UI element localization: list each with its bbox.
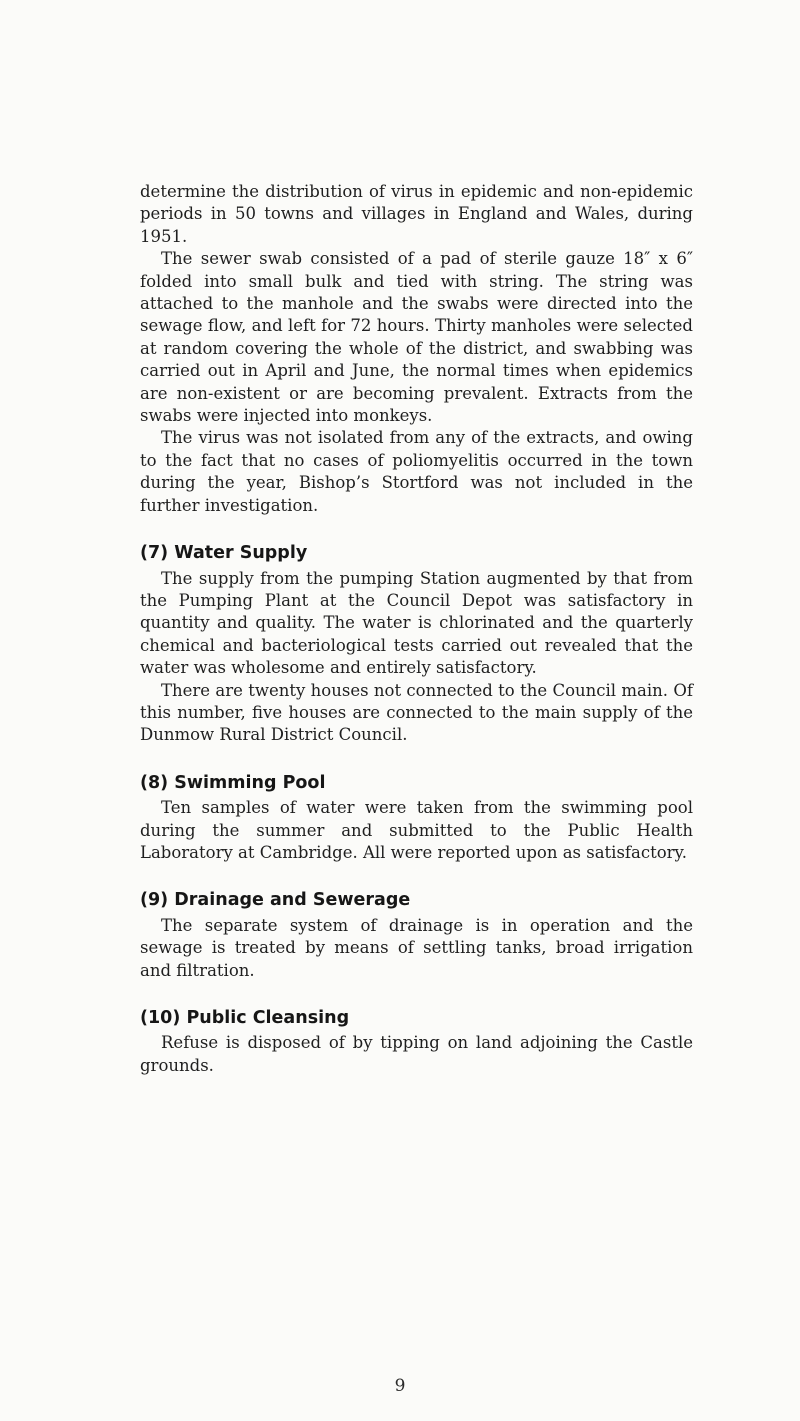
paragraph-public-cleansing: Refuse is disposed of by tipping on land adjoining the Castle grounds. xyxy=(140,1033,693,1075)
paragraph-virus-not-isolated: The virus was not isolated from any of the extracts, and owing to the fact that no cases of poliomyelitis occurred in the town during the year, Bishop’s Stortford was not included in the further investigation. xyxy=(140,428,693,515)
section-swimming-pool xyxy=(140,772,693,865)
heading-public-cleansing: (10) Public Cleansing xyxy=(140,1008,350,1028)
paragraph-water-supply-houses: There are twenty houses not connected to the Council main. Of this number, five houses are connected to the main supply of the Dunmow Rural District Council. xyxy=(140,680,693,745)
page-number: 9 xyxy=(394,1376,406,1396)
text-column xyxy=(140,181,693,1077)
paragraph-sewer-swab: The sewer swab consisted of a pad of sterile gauze 18″ x 6″ folded into small bulk and tied with string. The string was attached to the manhole and the swabs were directed into the sewage flow, and left for 72 hours. Thirty manholes were selected at random covering the whole of the district, and swabbing was carried out in April and June, the normal times when epidemics are non-existent or are becoming prevalent. Extracts from the swabs were injected into monkeys. xyxy=(140,249,693,426)
section-drainage-sewerage xyxy=(140,889,693,982)
heading-water-supply: (7) Water Supply xyxy=(140,543,308,564)
heading-swimming-pool: (8) Swimming Pool xyxy=(140,772,326,793)
paragraph-drainage-sewerage: The separate system of drainage is in operation and the sewage is treated by means of settling tanks, broad irrigation and filtration. xyxy=(140,915,693,980)
paragraph-water-supply-quality: The supply from the pumping Station augmented by that from the Pumping Plant at the Council Depot was satisfactory in quantity and quality. The water is chlorinated and the quarterly chemical and bacteriological tests carried out revealed that the water was wholesome and entirely satisfactory. xyxy=(140,568,693,678)
section-water-supply xyxy=(140,542,693,747)
paragraph-swimming-pool: Ten samples of water were taken from the swimming pool during the summer and submitted to the Public Health Laboratory at Cambridge. All were reported upon as satisfactory. xyxy=(140,798,693,862)
heading-drainage-sewerage: (9) Drainage and Sewerage xyxy=(140,890,411,911)
section-public-cleansing xyxy=(140,1007,693,1077)
paragraph-virus-distribution: determine the distribution of virus in epidemic and non-epidemic periods in 50 towns and villages in England and Wales, during 1951. xyxy=(140,182,693,246)
